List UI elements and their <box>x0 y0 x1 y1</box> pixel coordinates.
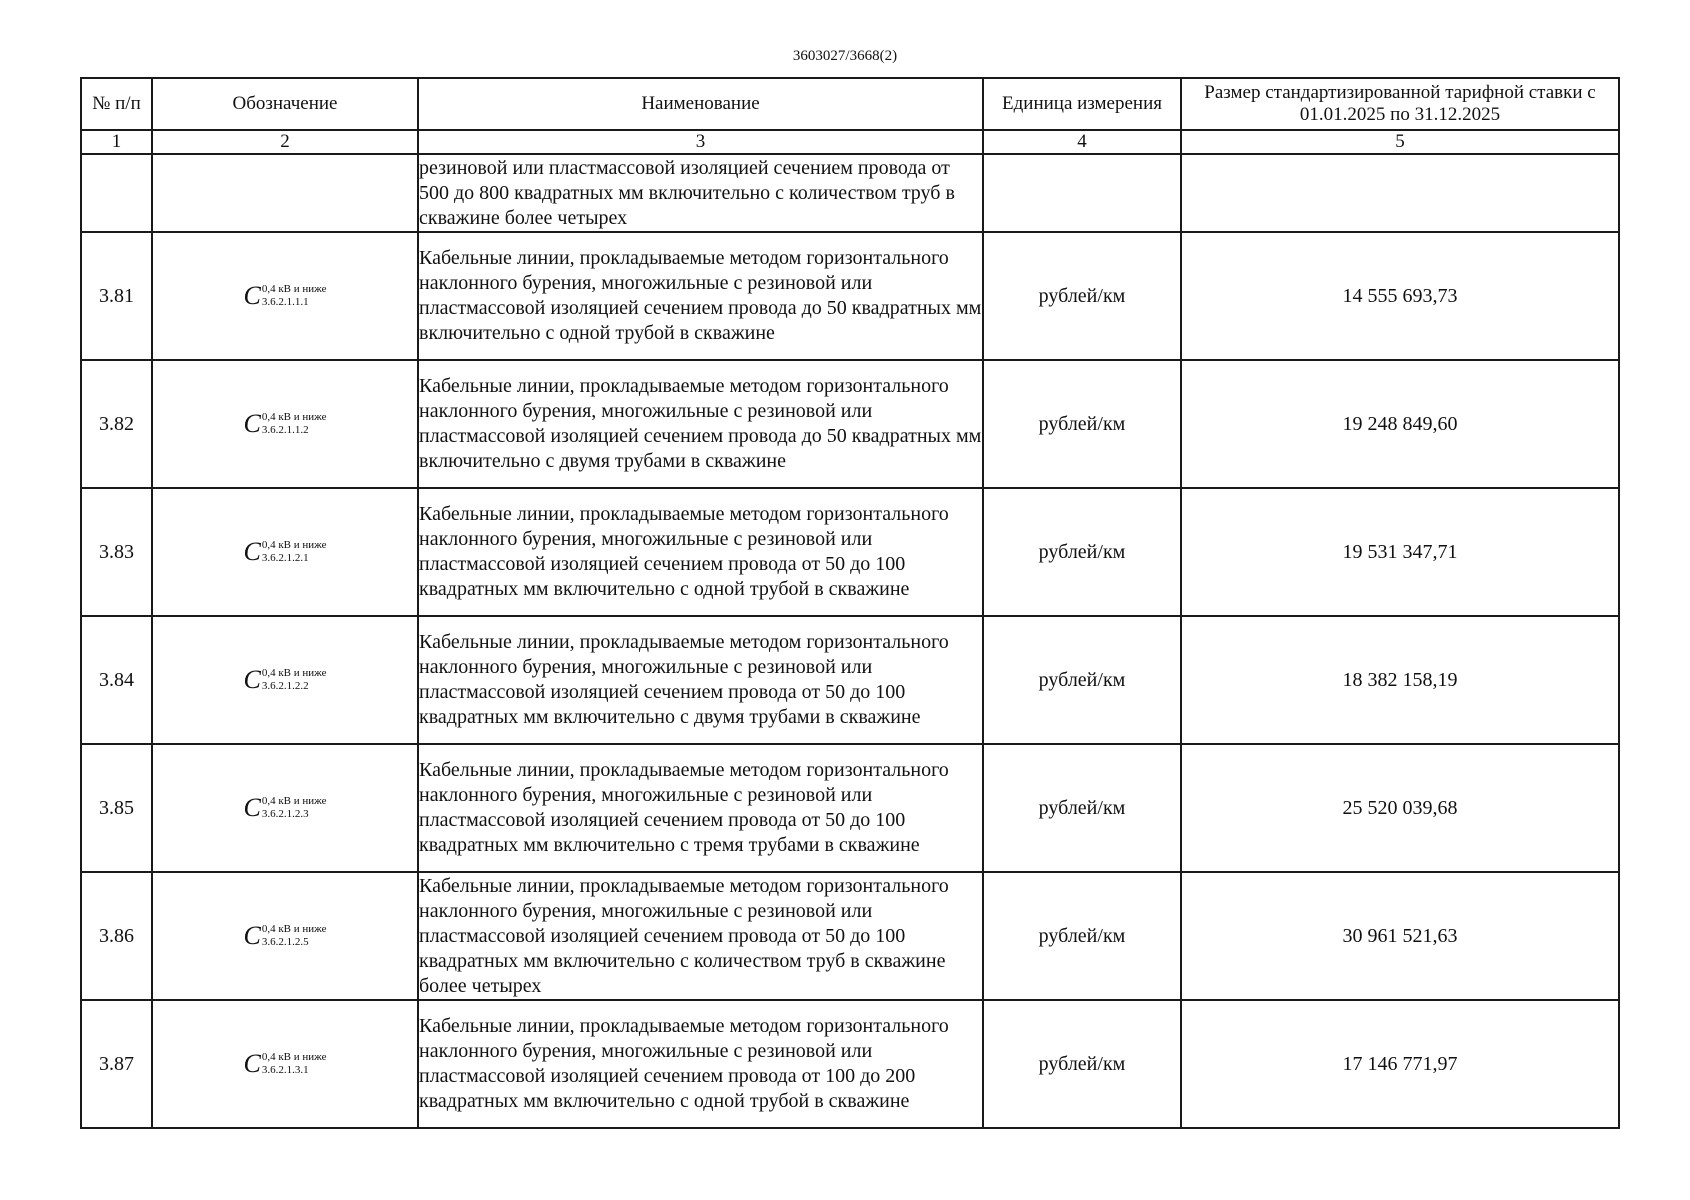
continuation-row <box>81 154 1619 232</box>
table-row <box>81 232 1619 360</box>
row-number: 3.85 <box>81 744 152 872</box>
designation-letter: C <box>243 409 261 438</box>
designation-subscript: 3.6.2.1.1.2 <box>261 424 309 436</box>
designation-scripts <box>262 283 327 309</box>
table-row <box>81 360 1619 488</box>
row-designation <box>152 616 418 744</box>
row-description: Кабельные линии, прокладываемые методом горизонтального наклонного бурения, многожильные с резиновой или пластмассовой изоляцией сечением провода до 50 квадратных мм включительно с одной трубой в скважине <box>418 232 983 360</box>
tariff-table-body <box>81 154 1619 1128</box>
table-row <box>81 1000 1619 1128</box>
header-number: № п/п <box>81 78 152 130</box>
header-unit: Единица измерения <box>983 78 1181 130</box>
row-unit: рублей/км <box>983 1000 1181 1128</box>
table-row <box>81 616 1619 744</box>
column-number: 2 <box>152 130 418 154</box>
row-rate: 14 555 693,73 <box>1181 232 1619 360</box>
row-number: 3.84 <box>81 616 152 744</box>
designation-symbol <box>243 409 326 439</box>
designation-scripts <box>262 795 327 821</box>
tariff-table <box>80 77 1620 1129</box>
row-description: Кабельные линии, прокладываемые методом горизонтального наклонного бурения, многожильные с резиновой или пластмассовой изоляцией сечением провода до 50 квадратных мм включительно с двумя трубами в скважине <box>418 360 983 488</box>
row-rate: 17 146 771,97 <box>1181 1000 1619 1128</box>
row-designation <box>152 360 418 488</box>
designation-symbol <box>243 665 326 695</box>
header-name: Наименование <box>418 78 983 130</box>
header-row <box>81 78 1619 130</box>
designation-letter: C <box>243 921 261 950</box>
designation-superscript: 0,4 кВ и ниже <box>261 539 327 551</box>
designation-scripts <box>262 667 327 693</box>
designation-symbol <box>243 281 326 311</box>
designation-scripts <box>262 1051 327 1077</box>
row-unit: рублей/км <box>983 872 1181 1000</box>
designation-letter: C <box>243 537 261 566</box>
designation-symbol <box>243 921 326 951</box>
designation-letter: C <box>243 1049 261 1078</box>
designation-letter: C <box>243 665 261 694</box>
row-designation <box>152 232 418 360</box>
column-number: 4 <box>983 130 1181 154</box>
designation-subscript: 3.6.2.1.1.1 <box>261 296 309 308</box>
designation-scripts <box>262 923 327 949</box>
row-description: Кабельные линии, прокладываемые методом горизонтального наклонного бурения, многожильные с резиновой или пластмассовой изоляцией сечением провода от 50 до 100 квадратных мм включительно с количеством труб в скважине более четырех <box>418 872 983 1000</box>
row-designation <box>152 744 418 872</box>
designation-subscript: 3.6.2.1.2.3 <box>261 808 309 820</box>
table-row <box>81 488 1619 616</box>
row-description: Кабельные линии, прокладываемые методом горизонтального наклонного бурения, многожильные с резиновой или пластмассовой изоляцией сечением провода от 50 до 100 квадратных мм включительно с тремя трубами в скважине <box>418 744 983 872</box>
row-rate: 19 248 849,60 <box>1181 360 1619 488</box>
row-unit: рублей/км <box>983 744 1181 872</box>
row-designation <box>152 154 418 232</box>
designation-superscript: 0,4 кВ и ниже <box>261 795 327 807</box>
header-rate: Размер стандартизированной тарифной ставки с 01.01.2025 по 31.12.2025 <box>1181 78 1619 130</box>
column-number: 1 <box>81 130 152 154</box>
row-unit: рублей/км <box>983 488 1181 616</box>
row-description: Кабельные линии, прокладываемые методом горизонтального наклонного бурения, многожильные с резиновой или пластмассовой изоляцией сечением провода от 100 до 200 квадратных мм включительно с одной трубой в скважине <box>418 1000 983 1128</box>
designation-superscript: 0,4 кВ и ниже <box>261 923 327 935</box>
row-number: 3.86 <box>81 872 152 1000</box>
row-description: резиновой или пластмассовой изоляцией сечением провода от 500 до 800 квадратных мм включительно с количеством труб в скважине более четырех <box>418 154 983 232</box>
row-designation <box>152 872 418 1000</box>
row-description: Кабельные линии, прокладываемые методом горизонтального наклонного бурения, многожильные с резиновой или пластмассовой изоляцией сечением провода от 50 до 100 квадратных мм включительно с двумя трубами в скважине <box>418 616 983 744</box>
row-number: 3.83 <box>81 488 152 616</box>
row-rate: 19 531 347,71 <box>1181 488 1619 616</box>
designation-superscript: 0,4 кВ и ниже <box>261 283 327 295</box>
header-designation: Обозначение <box>152 78 418 130</box>
row-number: 3.82 <box>81 360 152 488</box>
column-number-row <box>81 130 1619 154</box>
designation-scripts <box>262 539 327 565</box>
row-unit <box>983 154 1181 232</box>
designation-subscript: 3.6.2.1.2.1 <box>261 552 309 564</box>
column-number: 3 <box>418 130 983 154</box>
designation-subscript: 3.6.2.1.2.5 <box>261 936 309 948</box>
designation-symbol <box>243 793 326 823</box>
designation-letter: C <box>243 793 261 822</box>
row-number: 3.81 <box>81 232 152 360</box>
designation-subscript: 3.6.2.1.3.1 <box>261 1064 309 1076</box>
row-rate: 30 961 521,63 <box>1181 872 1619 1000</box>
designation-symbol <box>243 1049 326 1079</box>
designation-scripts <box>262 411 327 437</box>
row-unit: рублей/км <box>983 616 1181 744</box>
row-rate <box>1181 154 1619 232</box>
row-unit: рублей/км <box>983 360 1181 488</box>
row-rate: 25 520 039,68 <box>1181 744 1619 872</box>
table-row <box>81 872 1619 1000</box>
row-rate: 18 382 158,19 <box>1181 616 1619 744</box>
designation-superscript: 0,4 кВ и ниже <box>261 411 327 423</box>
designation-subscript: 3.6.2.1.2.2 <box>261 680 309 692</box>
row-designation <box>152 1000 418 1128</box>
document-number: 3603027/3668(2) <box>792 48 898 64</box>
designation-superscript: 0,4 кВ и ниже <box>261 1051 327 1063</box>
row-designation <box>152 488 418 616</box>
row-number <box>81 154 152 232</box>
row-number: 3.87 <box>81 1000 152 1128</box>
table-row <box>81 744 1619 872</box>
designation-superscript: 0,4 кВ и ниже <box>261 667 327 679</box>
row-unit: рублей/км <box>983 232 1181 360</box>
column-number: 5 <box>1181 130 1619 154</box>
designation-symbol <box>243 537 326 567</box>
designation-letter: C <box>243 281 261 310</box>
row-description: Кабельные линии, прокладываемые методом горизонтального наклонного бурения, многожильные с резиновой или пластмассовой изоляцией сечением провода от 50 до 100 квадратных мм включительно с одной трубой в скважине <box>418 488 983 616</box>
